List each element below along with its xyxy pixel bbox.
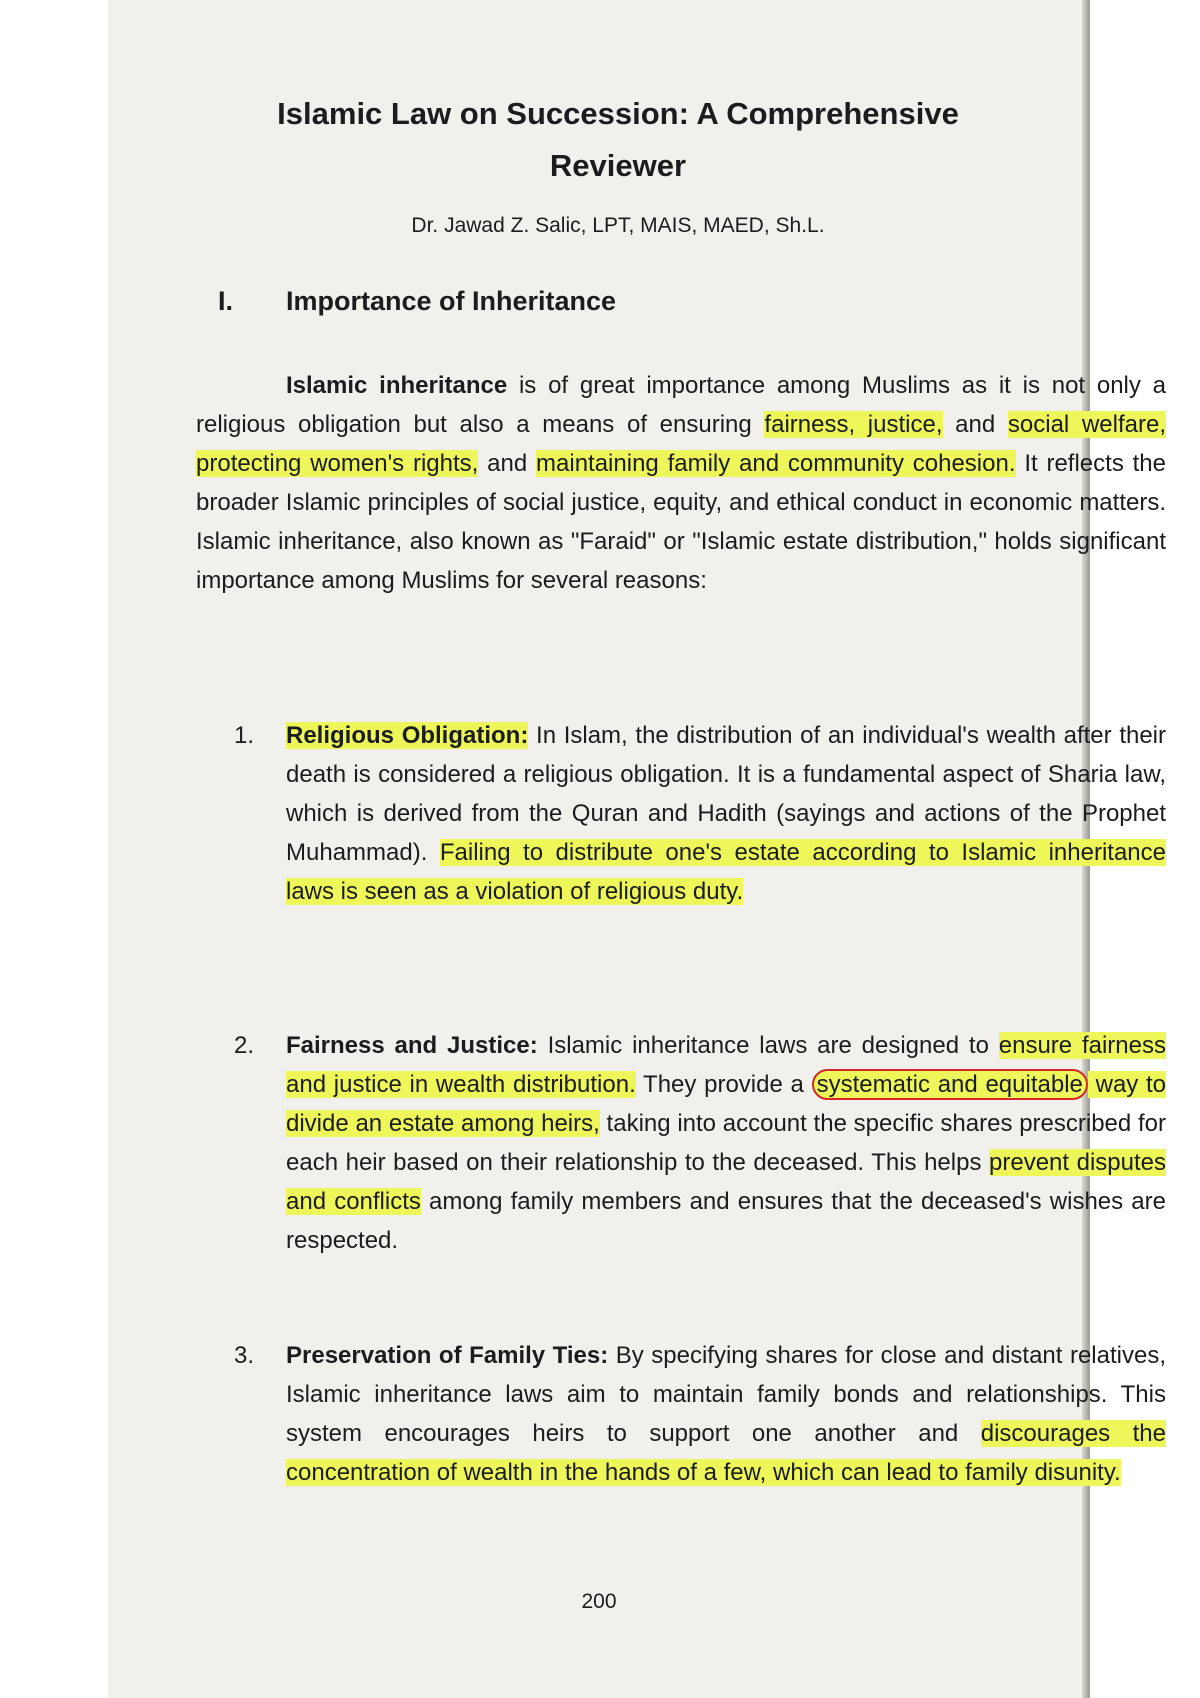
- item-text: Islamic inheritance laws are designed to: [537, 1032, 999, 1059]
- document-title: Islamic Law on Succession: A Comprehensive Reviewer: [277, 96, 959, 183]
- highlight-ensure-fairness: ensure fairness and justice in wealth distribution.: [286, 1032, 1166, 1098]
- item-text: among family members and ensures that the deceased's wishes are respected.: [286, 1188, 1166, 1254]
- item-text: In Islam, the distribution of an individual's wealth after their death is considered a religious obligation. It is a fundamental aspect of Sharia law, which is derived from the Quran and Hadith (sayings and actions of the Prophet Muhammad).: [286, 722, 1167, 866]
- list-item-family-ties: [234, 1336, 1166, 1492]
- highlight-concentration-of-wealth: discourages the concentration of wealth in the hands of a few, which can lead to family disunity.: [286, 1420, 1166, 1486]
- section-title: Importance of Inheritance: [286, 286, 617, 316]
- list-item-number: 1.: [234, 722, 255, 749]
- item-text: By specifying shares for close and distant relatives, Islamic inheritance laws aim to maintain family bonds and relationships. This system encourages heirs to support one another and: [286, 1342, 1166, 1447]
- highlight-prevent-disputes: prevent disputes and conflicts: [286, 1149, 1167, 1215]
- item-heading: Preservation of Family Ties:: [286, 1342, 609, 1369]
- highlight-family-cohesion: maintaining family and community cohesion.: [536, 450, 1016, 477]
- list-item-religious-obligation: [234, 716, 1167, 911]
- item-heading: Fairness and Justice:: [286, 1032, 538, 1059]
- book-page: [108, 0, 1167, 1698]
- circled-annotation: systematic and equitable: [812, 1069, 1088, 1100]
- highlight-fairness-justice: fairness, justice,: [764, 411, 943, 438]
- highlight-divide-estate: way to divide an estate among heirs,: [286, 1071, 1167, 1137]
- author-line: Dr. Jawad Z. Salic, LPT, MAIS, MAED, Sh.L.: [411, 214, 825, 237]
- highlight-social-welfare: social welfare, protecting women's rights,: [196, 411, 1166, 477]
- highlight-religious-duty: Failing to distribute one's estate according to Islamic inheritance laws is seen as a violation of religious duty.: [286, 839, 1166, 905]
- intro-paragraph: [196, 366, 1166, 600]
- intro-text-2: and: [942, 411, 1008, 438]
- intro-text-4: It reflects the broader Islamic principles of social justice, equity, and ethical conduct in economic matters. Islamic inheritance, also known as "Faraid" or "Islamic estate distribution," holds significant importance among Muslims for several reasons:: [196, 450, 1166, 594]
- intro-indent: [196, 372, 286, 399]
- list-item-number: 3.: [234, 1342, 255, 1369]
- intro-text-1: is of great importance among Muslims as it is not only a religious obligation but also a means of ensuring: [196, 372, 1167, 438]
- list-item-fairness-justice: [234, 1026, 1167, 1260]
- intro-term: Islamic inheritance: [286, 372, 508, 399]
- item-heading: Religious Obligation:: [286, 722, 529, 749]
- list-item-number: 2.: [234, 1032, 255, 1059]
- item-text: taking into account the specific shares prescribed for each heir based on their relationship to the deceased. This helps: [286, 1110, 1166, 1176]
- page-number: 200: [581, 1590, 617, 1613]
- section-number: I.: [218, 286, 234, 316]
- intro-text-3: and: [478, 450, 537, 477]
- item-text: They provide a: [635, 1071, 812, 1098]
